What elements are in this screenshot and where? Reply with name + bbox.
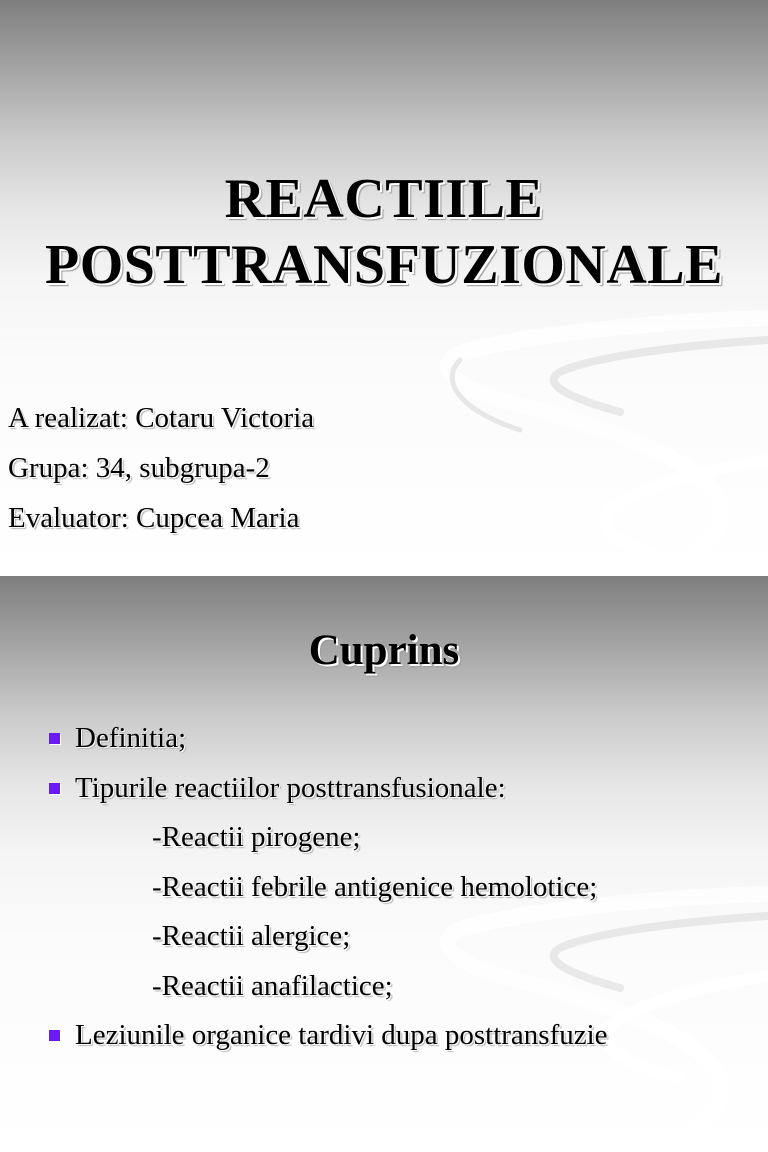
evaluator-line: Evaluator: Cupcea Maria [8,502,300,534]
list-item [48,714,608,764]
list-subitem [48,912,608,962]
presentation-title [0,166,768,298]
author-info [8,393,314,543]
contents-slide [0,576,768,1152]
author-line: A realizat: Cotaru Victoria [8,402,315,434]
list-item-label: Leziunile organice tardivi dupa posttransfuzie [75,1019,608,1051]
square-bullet-icon [49,1030,60,1041]
list-subitem-label: -Reactii pirogene; [152,821,361,853]
square-bullet-icon [49,783,60,794]
list-subitem [48,962,608,1012]
list-item-label: Tipurile reactiilor posttransfusionale: [75,771,506,804]
list-item [48,1011,608,1061]
contents-title: Cuprins [308,627,460,674]
list-subitem [48,813,608,863]
group-line: Grupa: 34, subgrupa-2 [8,452,270,484]
list-subitem [48,863,608,913]
list-item-label: Definitia; [75,722,187,754]
list-subitem-label: -Reactii febrile antigenice hemolotice; [152,870,598,903]
square-bullet-icon [49,733,60,744]
list-subitem-label: -Reactii anafilactice; [152,969,393,1002]
title-line-2: POSTTRANSFUZIONALE [44,234,724,296]
list-subitem-label: -Reactii alergice; [152,920,351,952]
contents-list [48,714,608,1061]
list-item [48,764,608,814]
title-line-1: REACTIILE [224,168,544,230]
